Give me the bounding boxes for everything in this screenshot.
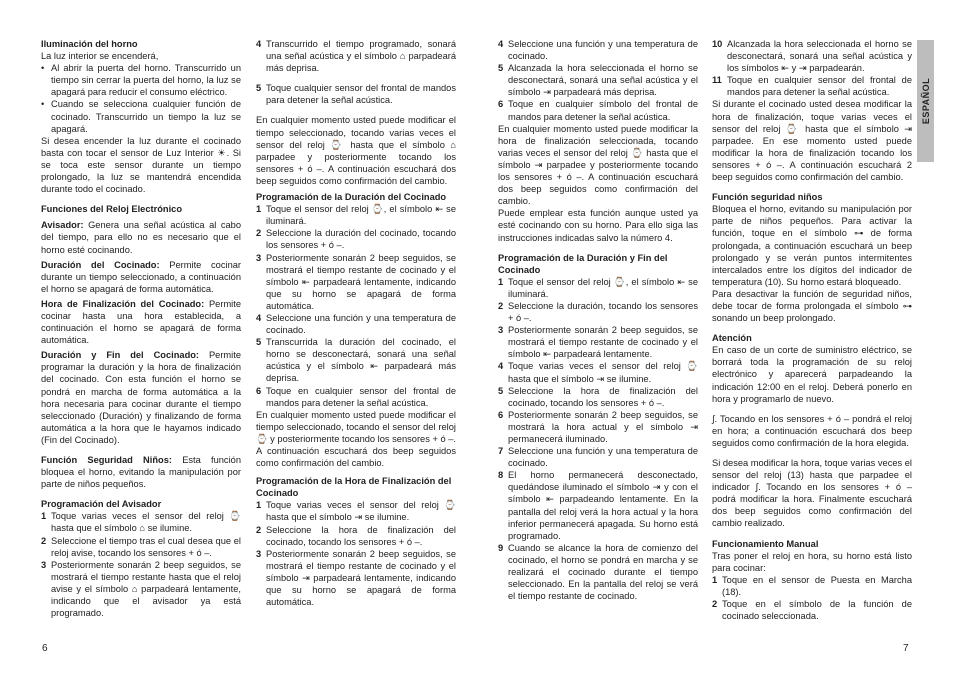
heading-manual: Funcionamiento Manual: [712, 538, 819, 549]
heading-prog-avisador: Programación del Avisador: [41, 499, 162, 510]
clock-duracion-fin: Duración y Fin del Cocinado: Permite programar la duración y la hora de finalización del cocinado. Con esta función el horno se pondrá en marcha de forma automática a la hora necesaria para cocinar durante el tiempo seleccionado (Duración) y finalizando de forma automática a la hora que le hayamos indicado (Fin del Cocinado).: [41, 350, 241, 445]
column-3: [498, 38, 698, 602]
list-item: 2 Seleccione la hora de finalización del cocinado, tocando los sensores + ó –.: [256, 524, 456, 547]
list-item: 3 Posteriormente sonarán 2 beep seguidos, se mostrará el tiempo restante de cocinado y el símbolo ⇤ parpadeará lentamente, indicando que su horno se apagará de forma automática.: [256, 252, 456, 311]
paragraph: En cualquier momento usted puede modificar el tiempo seleccionado, tocando el sensor del reloj ⌚ y posteriormente tocando los sensores + ó –. A continuación escuchará dos beep seguidos como confirmación del cambio.: [256, 409, 456, 469]
list-item: 8 El horno permanecerá desconectado, quedándose iluminado el símbolo ⇥ y con el símbolo ⇤ parpadeando lentamente. En la pantalla del reloj verá la hora actual y la hora inferior permanecerá apagada. Su horno está programado.: [498, 470, 698, 541]
paragraph: ∫. Tocando en los sensores + ó – pondrá el reloj en hora; a continuación escuchará dos beep seguidos como confirmación de la hora elegida.: [712, 413, 912, 448]
list-item: 9 Cuando se alcance la hora de comienzo del cocinado, el horno se pondrá en marcha y se realizará el cocinado durante el tiempo seleccionado. En la pantalla del reloj se verá el tiempo restante de cocinado.: [498, 542, 698, 602]
paragraph: Bloquea el horno, evitando su manipulación por parte de niños pequeños. Para activar la función, toque en el símbolo ⊶ de forma prolongada, a continuación escuchará un beep prolongado y se verán puntos intermitentes intercalados entre los dígitos del indicador de temperatura (10). Su horno estará bloqueado.: [712, 204, 912, 287]
light-bullet-1: Al abrir la puerta del horno. Transcurrido un tiempo sin cerrar la puerta del horno, la luz se apagará para reducir el consumo eléctrico.: [51, 63, 241, 98]
paragraph: Tras poner el reloj en hora, su horno está listo para cocinar:: [712, 550, 912, 573]
paragraph: Si durante el cocinado usted desea modificar la hora de finalización, toque varias veces el sensor del reloj ⌚ hasta que el símbolo ⇥ parpadee. En ese momento usted puede modificar la hora de finalización tocando los sensores + ó –. A continuación escuchará 2 beep seguidos como confirmación del cambio.: [712, 99, 912, 183]
list-item: • Al abrir la puerta del horno. Transcurrido un tiempo sin cerrar la puerta del horno, la luz se apagará para reducir el consumo eléctrico.: [41, 63, 241, 98]
heading-prog-hora-fin: Programación de la Hora de Finalización del Cocinado: [256, 476, 452, 499]
list-item: 4 Seleccione una función y una temperatura de cocinado.: [256, 312, 456, 336]
list-item: 2 Seleccione el tiempo tras el cual desea que el reloj avise, tocando los sensores + ó –.: [41, 535, 241, 558]
column-2: [256, 38, 456, 608]
list-item: 3 Posteriormente sonarán 2 beep seguidos, se mostrará el tiempo restante de cocinado y el símbolo ⇤ parpadeará lentamente.: [498, 325, 698, 360]
list-item: 1 Toque el sensor del reloj ⌚, el símbolo ⇤ se iluminará.: [256, 204, 456, 227]
paragraph: Si desea modificar la hora, toque varias veces el sensor del reloj (13) hasta que parpadee el indicador ∫. Tocando en los sensores + ó – podrá modificar la hora. Finalmente escuchará dos beep seguidos como confirmación del cambio realizado.: [712, 458, 912, 529]
list-item: 6 Posteriormente sonarán 2 beep seguidos, se mostrará la hora actual y el símbolo ⇥ permanecerá iluminado.: [498, 409, 698, 444]
clock-hora-fin: Hora de Finalización del Cocinado: Permite cocinar hasta una hora establecida, a continuación el horno se apagará de forma automática.: [41, 298, 242, 346]
list-item: 11 Toque en cualquier sensor del frontal de mandos para detener la señal acústica.: [712, 75, 912, 98]
light-bullet-2: Cuando se selecciona cualquier función de cocinado. Transcurrido un tiempo la luz se apagará.: [51, 99, 241, 134]
list-item: 7 Seleccione una función y una temperatura de cocinado.: [498, 446, 698, 469]
list-item: 5 Toque cualquier sensor del frontal de mandos para detener la señal acústica.: [256, 83, 456, 106]
light-paragraph: Si desea encender la luz durante el cocinado basta con tocar el sensor de Luz Interior ☀. Si se toca este sensor durante un tiempo prolongado, la luz se mantendrá encendida durante todo el cocinado.: [41, 135, 241, 195]
column-1: [41, 38, 241, 619]
heading-prog-duracion-fin: Programación de la Duración y Fin del Cocinado: [498, 252, 668, 275]
list-item: 5 Seleccione la hora de finalización del cocinado, tocando los sensores + ó –.: [498, 385, 698, 408]
list-item: 2 Seleccione la duración del cocinado, tocando los sensores + ó –.: [256, 228, 456, 251]
clock-avisador: Avisador: Genera una señal acústica al cabo del tiempo, para ello no es necesario que el horno esté cocinando.: [41, 220, 241, 255]
language-tab-label: ESPAÑOL: [920, 77, 931, 125]
list-item: 4 Toque varias veces el sensor del reloj ⌚ hasta que el símbolo ⇥ se ilumine.: [498, 361, 698, 384]
list-item: 4 Seleccione una función y una temperatura de cocinado.: [498, 39, 698, 62]
list-item: 2 Toque en el símbolo de la función de cocinado seleccionada.: [712, 599, 912, 622]
list-item: 10 Alcanzada la hora seleccionada el horno se desconectará, sonará una señal acústica y los símbolos ⇤ y ⇥ parpadearán.: [712, 39, 912, 74]
list-item: 1 Toque varias veces el sensor del reloj ⌚ hasta que el símbolo ⌂ se ilumine.: [41, 511, 241, 534]
heading-atencion: Atención: [712, 333, 752, 344]
list-item: 3 Posteriormente sonarán 2 beep seguidos, se mostrará el tiempo restante de cocinado y el símbolo ⇥ parpadeará lentamente, indicando que su horno se apagará de forma automática.: [256, 548, 456, 608]
clock-duracion: Duración del Cocinado: Permite cocinar durante un tiempo seleccionado, a continuación el horno se apagará de forma automática.: [41, 259, 242, 294]
paragraph: Puede emplear esta función aunque usted ya esté cocinando con su horno. Para ello siga las instrucciones indicadas salvo la número 4.: [498, 208, 698, 243]
list-item: 3 Posteriormente sonarán 2 beep seguidos, se mostrará el tiempo restante hasta que el reloj avise y el símbolo ⌂ parpadeará lentamente, indicando que el avisador ya está programado.: [41, 559, 241, 619]
column-4: [712, 38, 912, 622]
heading-clock: Funciones del Reloj Electrónico: [41, 204, 183, 215]
list-item: 2 Seleccione la duración, tocando los sensores + ó –.: [498, 300, 698, 324]
language-tab: [917, 40, 934, 162]
list-item: 1 Toque varias veces el sensor del reloj ⌚ hasta que el símbolo ⇥ se ilumine.: [256, 500, 456, 523]
clock-seguridad: Función Seguridad Niños: Esta función bloquea el horno, evitando la manipulación por parte de niños pequeños.: [41, 455, 241, 490]
list-item: • Cuando se selecciona cualquier función de cocinado. Transcurrido un tiempo la luz se apagará.: [41, 99, 241, 134]
list-item: 4 Transcurrido el tiempo programado, sonará una señal acústica y el símbolo ⌂ parpadeará más deprisa.: [256, 39, 456, 74]
light-intro: La luz interior se encenderá,: [41, 51, 159, 62]
paragraph: En caso de un corte de suministro eléctrico, se borrará toda la programación de su reloj electrónico y aparecerá parpadeando la indicación 12:00 en el reloj. Deberá ponerlo en hora y programarlo de nuevo.: [712, 345, 912, 404]
paragraph: Para desactivar la función de seguridad niños, debe tocar de forma prolongada el símbolo ⊶ sonando un beep prolongado.: [712, 288, 912, 324]
list-item: 6 Toque en cualquier símbolo del frontal de mandos para detener la señal acústica.: [498, 99, 698, 122]
list-item: 5 Alcanzada la hora seleccionada el horno se desconectará, sonará una señal acústica y el símbolo ⇥ parpadeará más deprisa.: [498, 63, 698, 98]
heading-seguridad: Función seguridad niños: [712, 192, 823, 203]
paragraph: En cualquier momento usted puede modificar el tiempo seleccionado, tocando varias veces el sensor del reloj ⌚ hasta que el símbolo ⌂ parpadee y posteriormente tocando los sensores + ó –. A continuación escuchará dos beep seguidos como confirmación del cambio.: [256, 115, 456, 186]
list-item: 5 Transcurrida la duración del cocinado, el horno se desconectará, sonará una señal acústica y el símbolo ⇤ parpadeará más deprisa.: [256, 337, 456, 384]
heading-prog-duracion: Programación de la Duración del Cocinado: [256, 192, 447, 203]
list-item: 6 Toque en cualquier sensor del frontal de mandos para detener la señal acústica.: [256, 385, 456, 408]
paragraph: En cualquier momento usted puede modificar la hora de finalización seleccionada, tocando varias veces el sensor del reloj ⌚ hasta que el símbolo ⇥ parpadee y posteriormente tocando los sensores + ó –. A continuación escuchará dos beep seguidos como confirmación del cambio.: [498, 123, 698, 207]
page-number-left: 6: [42, 643, 48, 654]
list-item: 1 Toque en el sensor de Puesta en Marcha (18).: [712, 574, 912, 597]
page-number-right: 7: [903, 643, 909, 654]
list-item: 1 Toque el sensor del reloj ⌚, el símbolo ⇤ se iluminará.: [498, 276, 698, 299]
heading-light: Iluminación del horno: [41, 39, 138, 49]
